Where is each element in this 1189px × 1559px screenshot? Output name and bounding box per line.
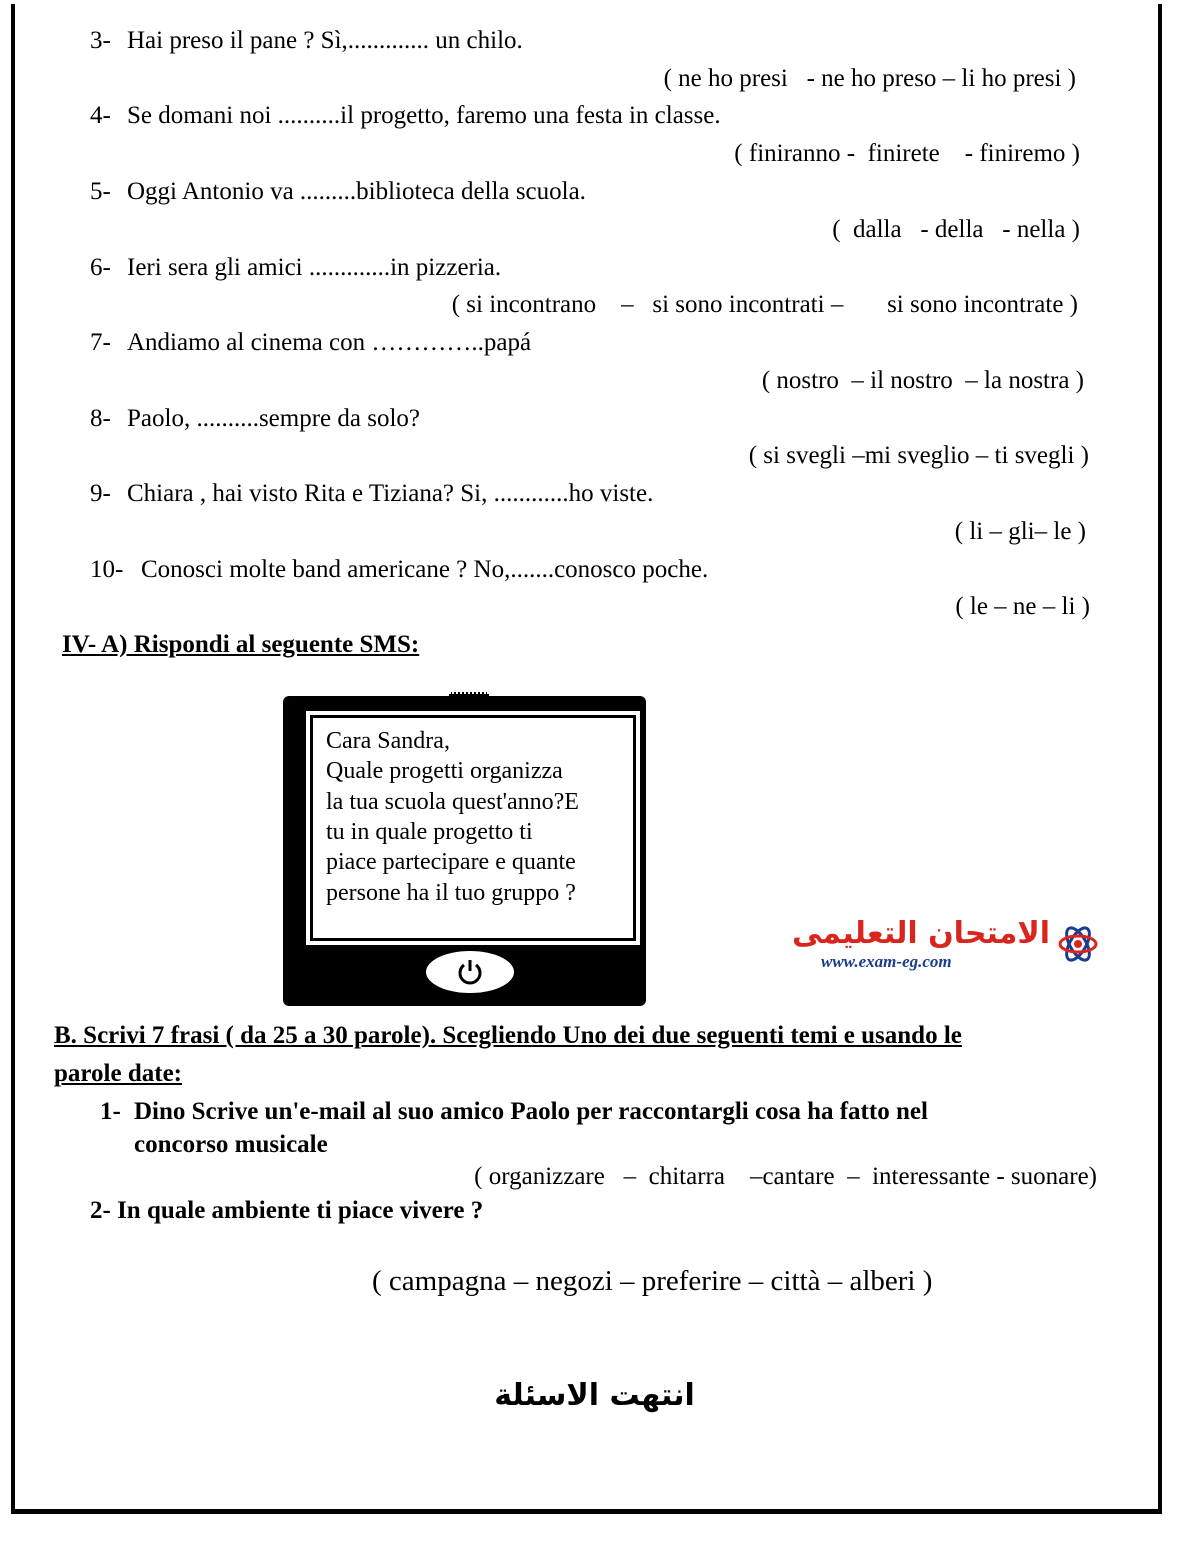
topic-1-words: ( organizzare – chitarra –cantare – interessante - suonare) bbox=[474, 1163, 1097, 1190]
sms-line: persone ha il tuo gruppo ? bbox=[326, 880, 576, 906]
question-number: 7- bbox=[90, 329, 111, 356]
question-options: ( ne ho presi - ne ho preso – li ho presi ) bbox=[663, 65, 1076, 92]
topic-2-words: ( campagna – negozi – preferire – città – alberi ) bbox=[372, 1265, 933, 1297]
section-b-heading: B. Scrivi 7 frasi ( da 25 a 30 parole). Scegliendo Uno dei due seguenti temi e usando le bbox=[54, 1022, 962, 1049]
site-logo bbox=[791, 912, 1100, 974]
question-text: Ieri sera gli amici .............in pizzeria. bbox=[127, 254, 502, 281]
question-text: Se domani noi ..........il progetto, faremo una festa in classe. bbox=[127, 102, 721, 129]
topic-1-text-cont: concorso musicale bbox=[134, 1131, 328, 1158]
topic-2-text: 2- In quale ambiente ti piace vivere ? bbox=[90, 1197, 484, 1224]
sms-line: Quale progetti organizza bbox=[326, 758, 563, 784]
question-number: 6- bbox=[90, 254, 111, 281]
question-number: 3- bbox=[90, 27, 111, 54]
question-text: Chiara , hai visto Rita e Tiziana? Si, ............ho viste. bbox=[127, 480, 654, 507]
question-text: Andiamo al cinema con …………..papá bbox=[127, 329, 532, 356]
question-text: Paolo, ..........sempre da solo? bbox=[127, 405, 421, 432]
question-number: 5- bbox=[90, 178, 111, 205]
question-text: Oggi Antonio va .........biblioteca della scuola. bbox=[127, 178, 586, 205]
topic-1-text: Dino Scrive un'e-mail al suo amico Paolo per raccontargli cosa ha fatto nel bbox=[134, 1098, 928, 1125]
question-text: Conosci molte band americane ? No,.......conosco poche. bbox=[141, 556, 709, 583]
question-number: 10- bbox=[90, 556, 124, 583]
sms-line: tu in quale progetto ti bbox=[326, 819, 533, 845]
end-of-questions: انتهت الاسئلة bbox=[494, 1378, 695, 1413]
question-options: ( si svegli –mi sveglio – ti svegli ) bbox=[748, 442, 1089, 469]
power-button bbox=[426, 951, 514, 993]
sms-line: piace partecipare e quante bbox=[326, 849, 576, 875]
sms-line: la tua scuola quest'anno?E bbox=[326, 789, 579, 815]
section-b-heading-cont: parole date: bbox=[54, 1060, 182, 1087]
question-options: ( finiranno - finirete - finiremo ) bbox=[734, 140, 1080, 167]
question-number: 4- bbox=[90, 102, 111, 129]
question-options: ( le – ne – li ) bbox=[955, 593, 1090, 620]
logo-url: www.exam-eg.com bbox=[821, 952, 952, 971]
question-options: ( nostro – il nostro – la nostra ) bbox=[761, 367, 1084, 394]
atom-icon bbox=[1056, 916, 1100, 972]
question-options: ( si incontrano – si sono incontrati – si sono incontrate ) bbox=[451, 291, 1078, 318]
sms-line: Cara Sandra, bbox=[326, 728, 450, 754]
topic-1-number: 1- bbox=[100, 1098, 121, 1125]
question-text: Hai preso il pane ? Sì,............. un chilo. bbox=[127, 27, 523, 54]
power-icon bbox=[456, 959, 484, 985]
question-options: ( li – gli– le ) bbox=[954, 518, 1086, 545]
question-number: 9- bbox=[90, 480, 111, 507]
question-options: ( dalla - della - nella ) bbox=[832, 216, 1080, 243]
logo-arabic-text: الامتحان التعليمى bbox=[791, 916, 1050, 951]
section-a-heading: IV- A) Rispondi al seguente SMS: bbox=[62, 631, 420, 658]
question-number: 8- bbox=[90, 405, 111, 432]
